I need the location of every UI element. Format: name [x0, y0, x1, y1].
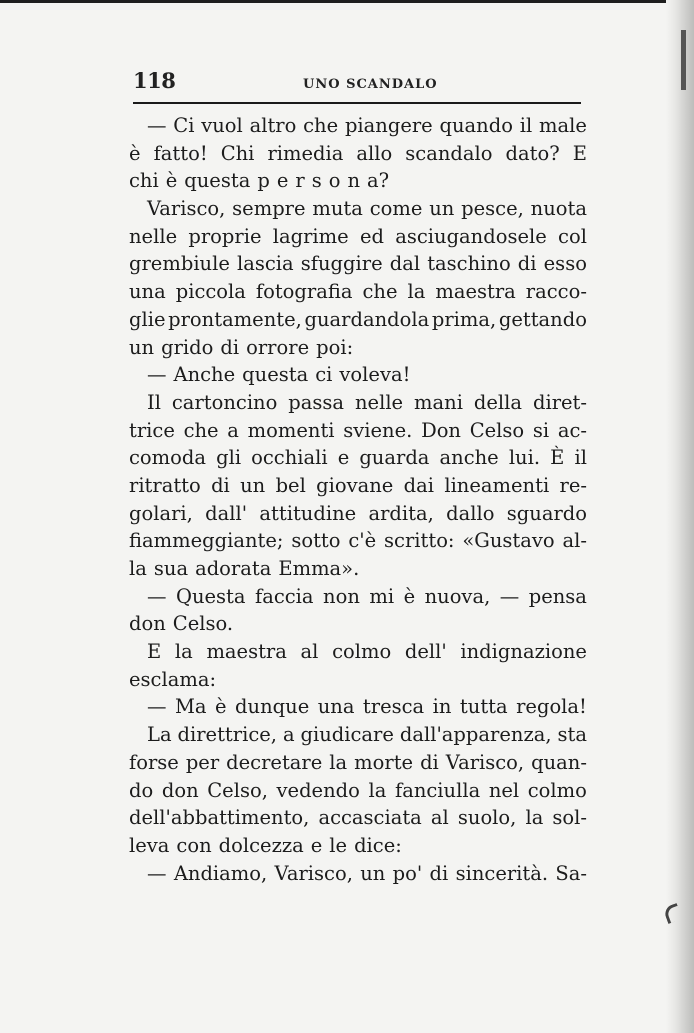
text-line: chi è questa p e r s o n a?: [129, 169, 390, 193]
text-line: don Celso.: [129, 612, 234, 636]
text-line: dell'abbattimento, accasciata al suolo, la sol-: [129, 806, 587, 830]
text-line: Varisco, sempre muta come un pesce, nuota: [147, 197, 587, 221]
text-line: — Anche questa ci voleva!: [147, 363, 411, 387]
text-line: trice che a momenti sviene. Don Celso si ac-: [129, 418, 587, 442]
text-line: nelle proprie lagrime ed asciugandosele col: [129, 224, 587, 248]
text-line: leva con dolcezza e le dice:: [129, 833, 402, 857]
text-line: esclama:: [129, 667, 217, 691]
text-line: è fatto! Chi rimedia allo scandalo dato? E: [129, 141, 587, 165]
text-line: golari, dall' attitudine ardita, dallo sguardo: [129, 501, 587, 525]
text-line: La direttrice, a giudicare dall'apparenza, sta: [147, 723, 587, 747]
page-gutter-shadow: [666, 0, 694, 1033]
text-line: do don Celso, vedendo la fanciulla nel colmo: [129, 778, 587, 802]
text-line: ritratto di un bel giovane dai lineamenti re-: [129, 473, 587, 497]
text-line: la sua adorata Emma».: [129, 557, 360, 580]
text-line: forse per decretare la morte di Varisco, quan-: [129, 750, 587, 774]
text-line: una piccola fotografia che la maestra racco-: [129, 280, 587, 304]
text-line: un grido di orrore poi:: [129, 335, 354, 359]
text-line: — Ci vuol altro che piangere quando il male: [147, 114, 587, 137]
page-header: [133, 66, 581, 104]
text-line: E la maestra al colmo dell' indignazione: [147, 640, 587, 664]
text-line: fiammeggiante; sotto c'è scritto: «Gustavo al-: [129, 529, 587, 553]
text-line: — Ma è dunque una tresca in tutta regola!: [147, 695, 587, 719]
text-line: grembiule lascia sfuggire dal taschino di esso: [129, 252, 587, 276]
scan-top-edge: [0, 0, 694, 3]
scan-mark-curl: [663, 903, 683, 924]
body-text: [129, 112, 587, 887]
scan-mark: [681, 30, 686, 90]
text-line: glie prontamente, guardandola prima, gettando: [129, 307, 587, 331]
page-number: 118: [133, 68, 176, 93]
text-line: — Questa faccia non mi è nuova, — pensa: [147, 584, 587, 608]
text-line: — Andiamo, Varisco, un po' di sincerità. Sa-: [147, 861, 587, 885]
running-title: UNO SCANDALO: [303, 77, 438, 92]
text-line: Il cartoncino passa nelle mani della diret-: [147, 390, 587, 414]
text-line: comoda gli occhiali e guarda anche lui. È il: [129, 446, 587, 470]
